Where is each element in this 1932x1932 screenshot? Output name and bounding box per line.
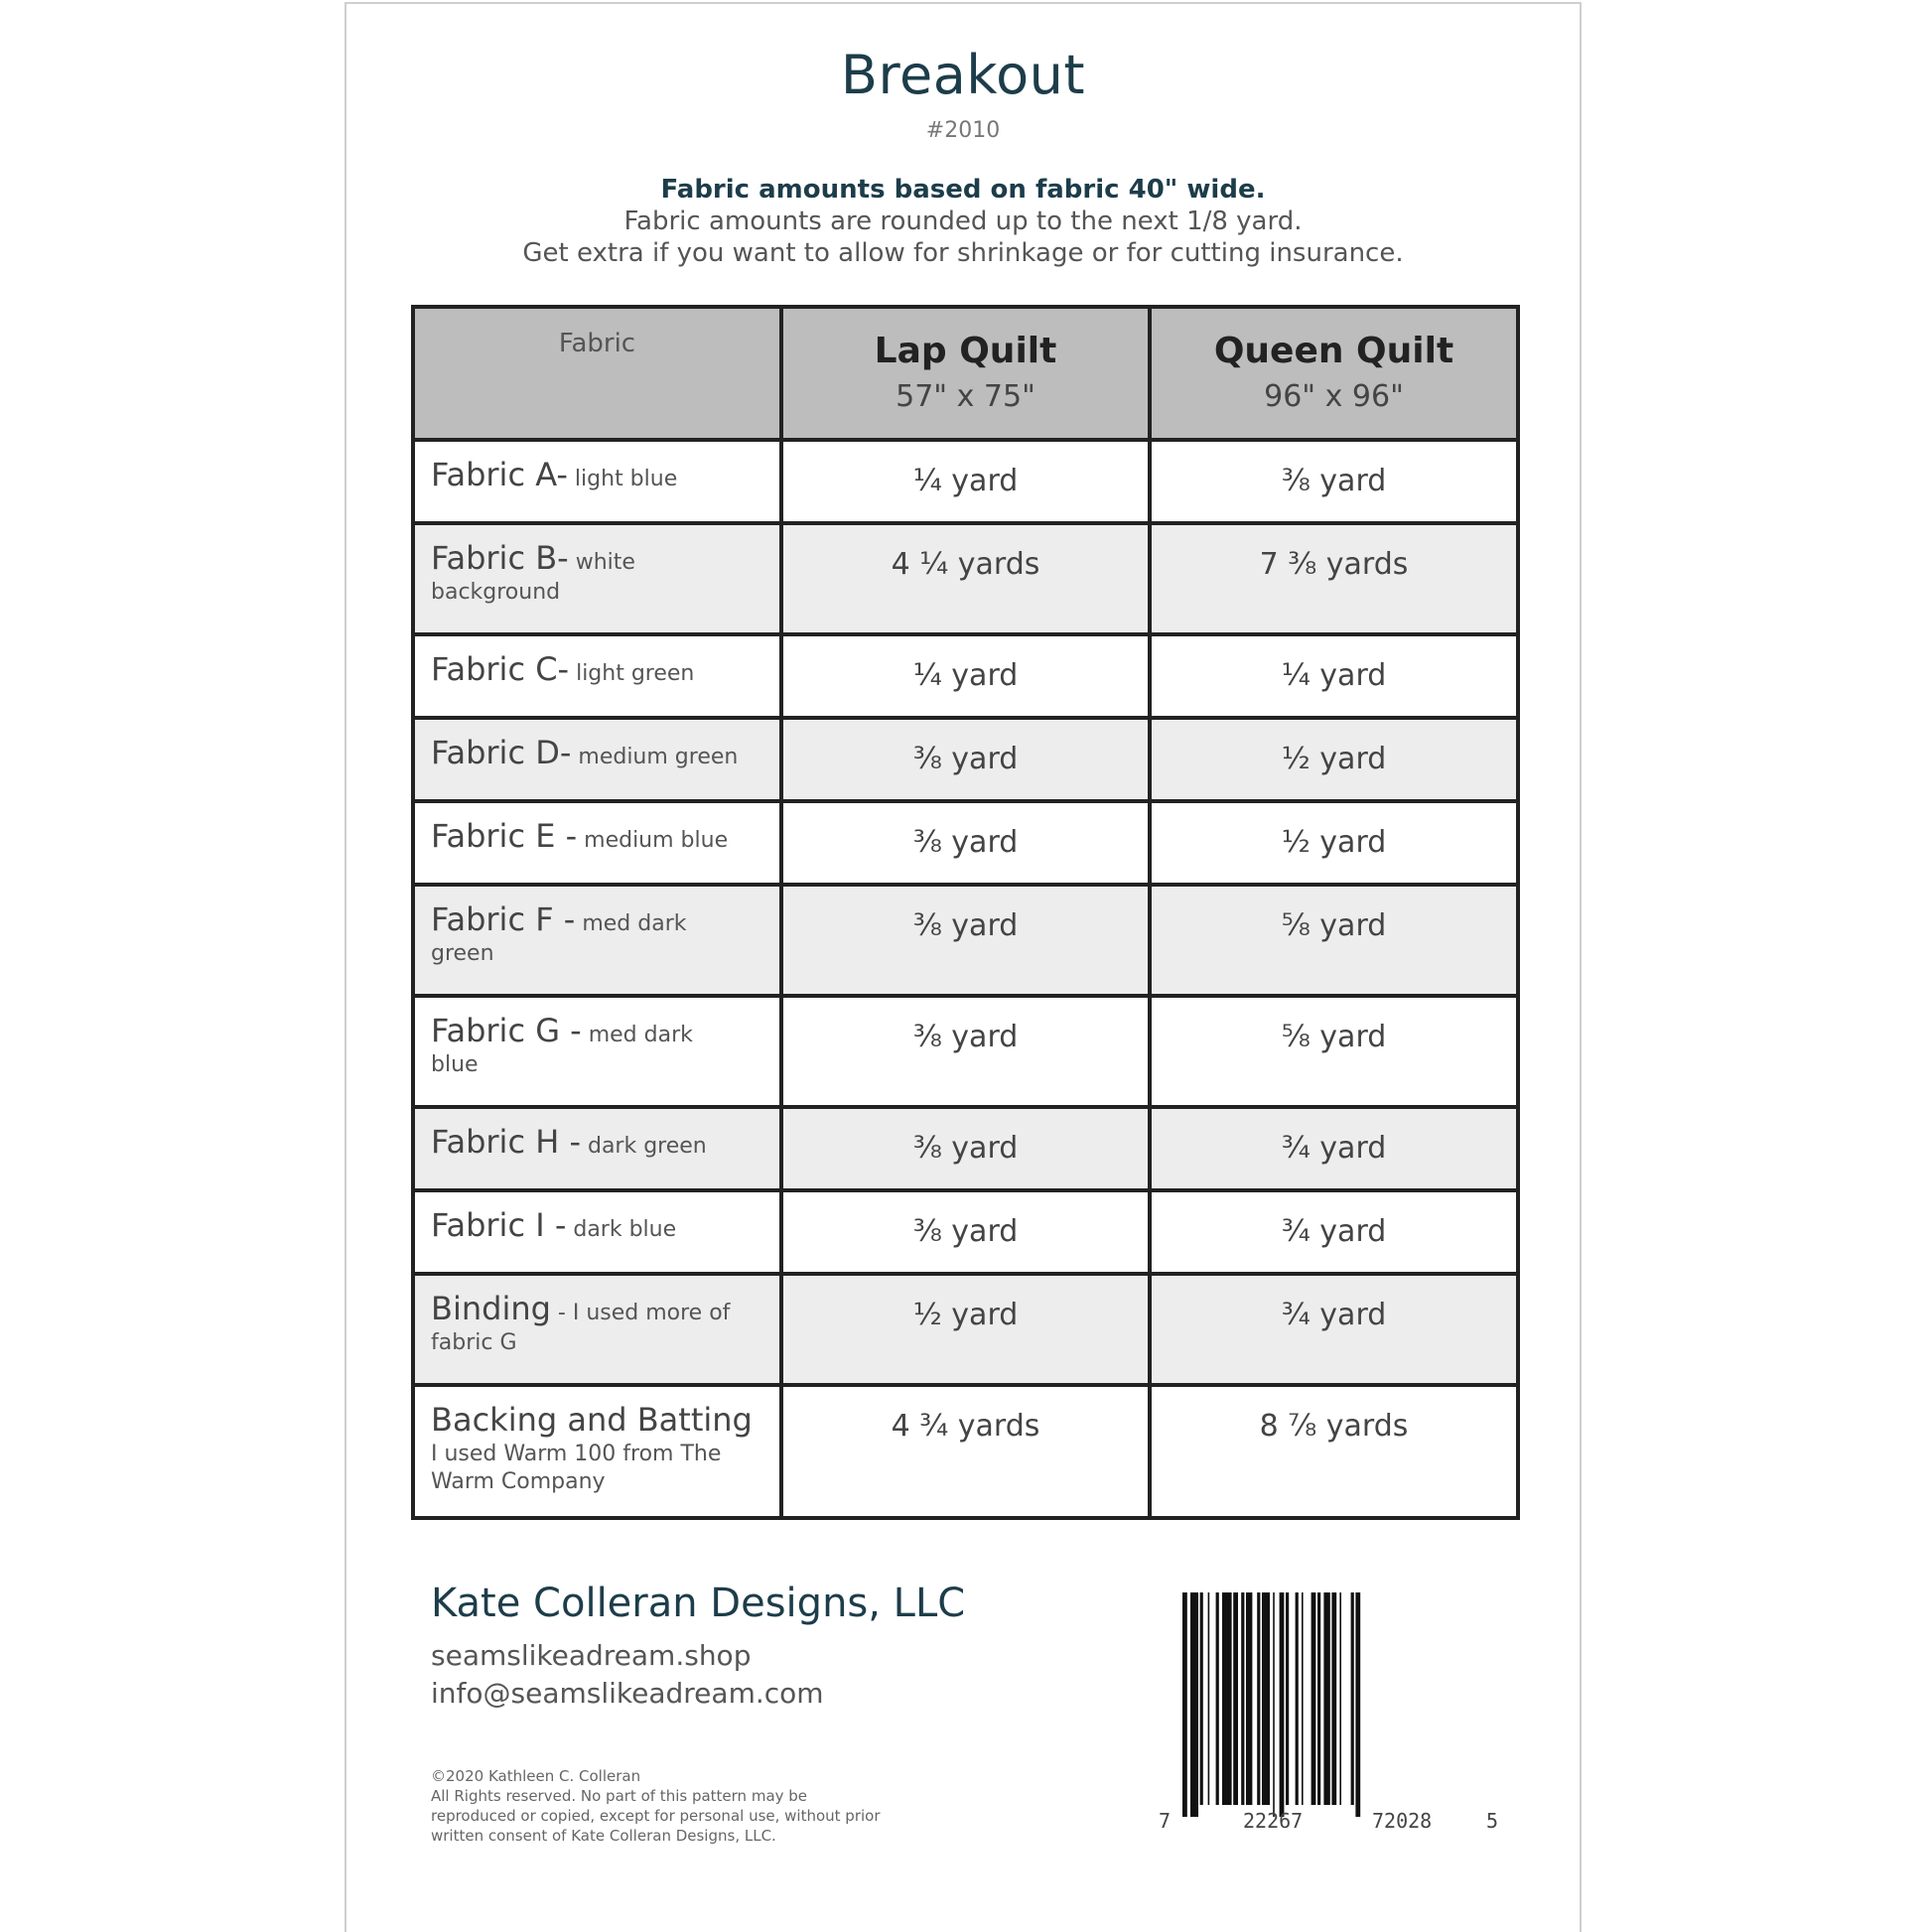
email-link[interactable]: info@seamslikeadream.com: [431, 1677, 824, 1710]
pattern-back-cover: [345, 2, 1582, 1932]
fabric-desc-cont: background: [431, 580, 561, 605]
table-row: [413, 1274, 1518, 1385]
barcode-digit-left: 7: [1159, 1809, 1172, 1833]
header-fabric-label: Fabric: [558, 329, 636, 358]
company-name: Kate Colleran Designs, LLC: [431, 1581, 966, 1626]
copyright-line: All Rights reserved. No part of this pattern may be: [431, 1787, 808, 1805]
queen-amount: ⅝ yard: [1281, 1020, 1387, 1054]
pattern-title: Breakout: [840, 44, 1086, 106]
lap-amount: ⅜ yard: [912, 1214, 1019, 1249]
fabric-requirements-table: [411, 305, 1520, 1520]
table-row: [413, 996, 1518, 1107]
header-lap-quilt: [781, 307, 1150, 440]
table-row: [413, 718, 1518, 801]
fabric-desc: med dark: [575, 911, 687, 936]
lap-quilt-label: Lap Quilt: [874, 331, 1057, 371]
queen-quilt-dimensions: 96" x 96": [1264, 379, 1404, 414]
queen-amount: 7 ⅜ yards: [1259, 547, 1409, 582]
barcode-digit-right: 5: [1486, 1809, 1499, 1833]
table-row: [413, 1107, 1518, 1190]
copyright-line: reproduced or copied, except for personal use, without prior: [431, 1807, 881, 1825]
rounding-note: Fabric amounts are rounded up to the next 1/8 yard.: [623, 207, 1303, 236]
lap-amount: ⅜ yard: [912, 742, 1019, 776]
fabric-name: Fabric C-: [431, 650, 570, 688]
fabric-desc-cont: I used Warm 100 from The: [431, 1442, 722, 1466]
table-row: [413, 885, 1518, 996]
lap-amount: 4 ¼ yards: [891, 547, 1040, 582]
queen-amount: ¼ yard: [1281, 658, 1387, 693]
pattern-number: #2010: [925, 118, 1001, 143]
table-header-row: [413, 307, 1518, 440]
fabric-desc: medium green: [571, 745, 739, 769]
fabric-desc: light blue: [567, 467, 678, 491]
fabric-desc: light green: [569, 661, 695, 686]
lap-amount: ⅜ yard: [912, 908, 1019, 943]
extra-note: Get extra if you want to allow for shrinkage or for cutting insurance.: [522, 238, 1404, 268]
table-row: [413, 801, 1518, 885]
fabric-name: Fabric E -: [431, 817, 578, 855]
table-row: [413, 1385, 1518, 1518]
table-row: [413, 523, 1518, 634]
fabric-name: Fabric I -: [431, 1206, 567, 1244]
fabric-width-note: Fabric amounts based on fabric 40" wide.: [660, 175, 1266, 205]
lap-amount: ⅜ yard: [912, 1020, 1019, 1054]
fabric-desc: dark blue: [566, 1217, 677, 1242]
fabric-desc-cont: Warm Company: [431, 1469, 606, 1494]
fabric-name: Fabric H -: [431, 1123, 581, 1161]
queen-amount: ⅜ yard: [1281, 464, 1387, 498]
queen-amount: ½ yard: [1281, 825, 1387, 860]
queen-amount: ¾ yard: [1281, 1298, 1387, 1332]
copyright-notice: [431, 1766, 987, 1846]
fabric-desc-cont: blue: [431, 1052, 479, 1077]
queen-amount: ½ yard: [1281, 742, 1387, 776]
copyright-line: written consent of Kate Colleran Designs, LLC.: [431, 1827, 776, 1845]
fabric-name: Fabric A-: [431, 456, 568, 493]
lap-amount: ⅜ yard: [912, 825, 1019, 860]
fabric-desc: white: [568, 550, 635, 575]
fabric-name: Backing and Batting: [431, 1401, 753, 1439]
barcode-image: [1182, 1592, 1480, 1817]
fabric-desc-cont: green: [431, 941, 494, 966]
fabric-name: Binding: [431, 1290, 551, 1327]
website-link[interactable]: seamslikeadream.shop: [431, 1639, 752, 1672]
lap-amount: ½ yard: [912, 1298, 1019, 1332]
fabric-desc: med dark: [581, 1023, 693, 1047]
fabric-desc: medium blue: [577, 828, 729, 853]
lap-amount: 4 ¾ yards: [891, 1409, 1040, 1444]
fabric-desc-cont: fabric G: [431, 1330, 517, 1355]
header-fabric: [413, 307, 781, 440]
lap-amount: ¼ yard: [912, 658, 1019, 693]
header-queen-quilt: [1150, 307, 1518, 440]
fabric-name: Fabric G -: [431, 1012, 582, 1049]
lap-quilt-dimensions: 57" x 75": [896, 379, 1035, 414]
lap-amount: ⅜ yard: [912, 1131, 1019, 1166]
copyright-line: ©2020 Kathleen C. Colleran: [431, 1767, 641, 1785]
fabric-name: Fabric F -: [431, 900, 576, 938]
lap-amount: ¼ yard: [912, 464, 1019, 498]
fabric-name: Fabric D-: [431, 734, 572, 771]
queen-quilt-label: Queen Quilt: [1213, 331, 1454, 371]
queen-amount: 8 ⅞ yards: [1259, 1409, 1409, 1444]
queen-amount: ¾ yard: [1281, 1214, 1387, 1249]
queen-amount: ¾ yard: [1281, 1131, 1387, 1166]
table-row: [413, 440, 1518, 523]
table-row: [413, 634, 1518, 718]
queen-amount: ⅝ yard: [1281, 908, 1387, 943]
barcode-group-1: 22267: [1243, 1809, 1304, 1833]
fabric-desc: dark green: [580, 1134, 707, 1159]
barcode-group-2: 72028: [1372, 1809, 1433, 1833]
fabric-name: Fabric B-: [431, 539, 569, 577]
fabric-desc: - I used more of: [550, 1301, 731, 1325]
table-row: [413, 1190, 1518, 1274]
